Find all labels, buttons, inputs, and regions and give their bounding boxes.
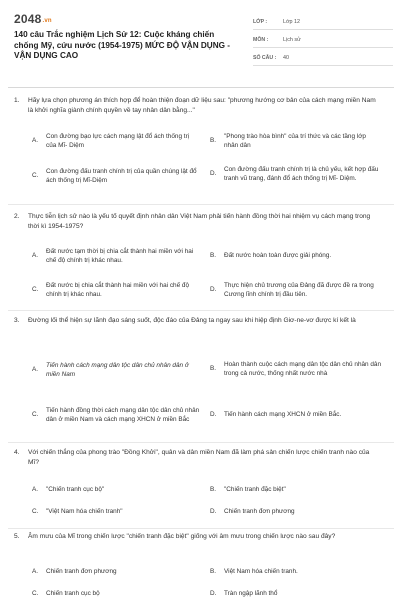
option-text: Tiến hành cách mạng XHCN ở miền Bắc. <box>224 411 342 419</box>
option-letter: B. <box>210 252 217 260</box>
logo-suffix: .vn <box>42 18 52 24</box>
option-text: Con đường đấu tranh chính trị của quần chúng lật đổ ách thống trị Mĩ-Diệm <box>46 167 197 184</box>
option-letter: A. <box>32 137 39 145</box>
question-1 <box>8 96 394 184</box>
option-a[interactable] <box>32 130 200 152</box>
option-text: "Phong trào hòa bình" của trí thức và các tầng lớp nhân dân <box>224 132 366 149</box>
meta-label: LỚP : <box>253 18 268 25</box>
option-text: "Chiến tranh cục bộ" <box>46 486 105 494</box>
question-3 <box>8 316 394 423</box>
worksheet-header <box>8 8 394 88</box>
option-c[interactable] <box>32 588 200 600</box>
option-letter: C. <box>32 590 39 598</box>
page-title: 140 câu Trắc nghiệm Lịch Sử 12: Cuộc kháng chiến chống Mỹ, cứu nước (1954-1975) MỨC ĐỘ VẬN DỤNG - VẬN DỤNG CAO <box>14 30 231 60</box>
question-text: Hãy lựa chọn phương án thích hợp để hoàn thiện đoạn dữ liệu sau: "phương hướng cơ bản của cách mạng miền Nam là khởi nghĩa giành chính quyền về tay nhân dân bằng..." <box>28 97 376 114</box>
option-letter: B. <box>210 137 217 145</box>
question-number: 1. <box>14 97 20 104</box>
question-text: Âm mưu của Mĩ trong chiến lược "chiến tranh đặc biệt" giống với âm mưu trong chiến lược nào sau đây? <box>28 533 336 540</box>
option-a[interactable] <box>32 484 200 496</box>
question-2 <box>8 212 394 298</box>
question-stem <box>8 212 394 232</box>
option-d[interactable] <box>210 278 382 302</box>
question-stem <box>8 448 394 468</box>
question-text: Đường lối thể hiện sự lãnh đạo sáng suốt, độc đáo của Đảng ta ngay sau khi hiệp định Giơ-ne-vơ được kí kết là <box>28 317 356 324</box>
option-text: Chiến tranh đơn phương <box>46 568 117 576</box>
option-letter: C. <box>32 411 39 419</box>
logo-main: 2048 <box>14 12 42 26</box>
question-divider <box>8 528 394 529</box>
question-5 <box>8 532 394 598</box>
option-b[interactable] <box>210 130 380 152</box>
option-letter: A. <box>32 366 39 374</box>
option-a[interactable] <box>32 566 200 578</box>
site-logo[interactable] <box>14 12 52 26</box>
question-text: Thực tiễn lịch sử nào là yếu tố quyết định nhân dân Việt Nam phải tiến hành đồng thời hai nhiệm vụ cách mạng trong thời kì 1954-1975? <box>28 213 371 230</box>
option-letter: D. <box>210 286 217 294</box>
option-text: Con đường bạo lực cách mạng lật đổ ách thống trị của Mĩ- Diệm <box>46 132 190 149</box>
option-d[interactable] <box>210 588 380 600</box>
option-d[interactable] <box>210 158 382 190</box>
question-stem <box>8 532 394 542</box>
option-letter: B. <box>210 365 217 373</box>
option-b[interactable] <box>210 352 382 386</box>
question-number: 5. <box>14 533 20 540</box>
option-text: "Chiến tranh đặc biệt" <box>224 486 286 494</box>
option-letter: C. <box>32 508 39 516</box>
option-letter: C. <box>32 172 39 180</box>
option-text: Đất nước tạm thời bị chia cắt thành hai miền với hai chế độ chính trị khác nhau. <box>46 247 194 264</box>
option-a[interactable] <box>32 356 200 384</box>
meta-table <box>253 14 393 68</box>
question-text: Với chiến thắng của phong trào "Đồng Khởi", quân và dân miền Nam đã làm phá sản chiến lược chiến tranh nào của Mĩ? <box>28 449 370 466</box>
meta-row-class <box>253 14 393 30</box>
question-stem <box>8 316 394 326</box>
option-letter: D. <box>210 508 217 516</box>
option-letter: D. <box>210 170 217 178</box>
option-d[interactable] <box>210 506 380 518</box>
option-letter: A. <box>32 486 39 494</box>
option-text: "Việt Nam hóa chiến tranh" <box>46 508 123 516</box>
worksheet-page <box>8 8 394 600</box>
option-text: Đất nước hoàn toàn được giải phóng. <box>224 252 332 260</box>
option-c[interactable] <box>32 278 204 302</box>
option-a[interactable] <box>32 244 200 268</box>
option-text: Con đường đấu tranh chính trị là chủ yếu, kết hợp đấu tranh vũ trang, đánh đổ ách thống trị Mĩ- Diệm. <box>224 165 379 182</box>
option-letter: B. <box>210 568 217 576</box>
option-d[interactable] <box>210 408 382 422</box>
option-text: Tràn ngập lãnh thổ <box>224 590 278 598</box>
option-text: Tiến hành cách mạng dân tộc dân chủ nhân dân ở miền Nam <box>46 361 189 378</box>
question-4 <box>8 448 394 516</box>
question-divider <box>8 442 394 443</box>
option-text: Thực hiện chủ trương của Đảng đã được đề ra trong Cương lĩnh chính trị đầu tiên. <box>224 281 374 298</box>
option-text: Hoàn thành cuộc cách mạng dân tộc dân chủ nhân dân trong cả nước, thống nhất nước nhà <box>224 360 382 377</box>
meta-label: SỐ CÂU : <box>253 54 277 61</box>
option-text: Đất nước bị chia cắt thành hai miền với hai chế độ chính trị khác nhau. <box>46 281 190 298</box>
option-text: Chiến tranh cục bộ <box>46 590 100 598</box>
option-c[interactable] <box>32 506 200 518</box>
option-c[interactable] <box>32 162 200 190</box>
option-text: Tiến hành đồng thời cách mạng dân tộc dân chủ nhân dân ở miền Nam và cách mạng XHCN ở miền Bắc <box>46 406 200 423</box>
option-text: Chiến tranh đơn phương <box>224 508 295 516</box>
meta-row-subject <box>253 32 393 48</box>
question-divider <box>8 310 394 311</box>
option-c[interactable] <box>32 396 202 434</box>
question-number: 2. <box>14 213 20 220</box>
meta-value: Lịch sử <box>283 36 301 43</box>
question-stem <box>8 96 394 116</box>
option-b[interactable] <box>210 244 380 268</box>
option-b[interactable] <box>210 566 380 578</box>
option-letter: D. <box>210 590 217 598</box>
option-b[interactable] <box>210 484 380 496</box>
option-letter: A. <box>32 568 39 576</box>
option-letter: C. <box>32 286 39 294</box>
meta-value: 40 <box>283 54 289 61</box>
question-number: 3. <box>14 317 20 324</box>
question-divider <box>8 204 394 205</box>
option-letter: B. <box>210 486 217 494</box>
option-letter: A. <box>32 252 39 260</box>
meta-label: MÔN : <box>253 36 269 43</box>
meta-row-count <box>253 50 393 66</box>
option-letter: D. <box>210 411 217 419</box>
meta-value: Lớp 12 <box>283 18 301 25</box>
option-text: Việt Nam hóa chiến tranh. <box>224 568 298 576</box>
question-number: 4. <box>14 449 20 456</box>
